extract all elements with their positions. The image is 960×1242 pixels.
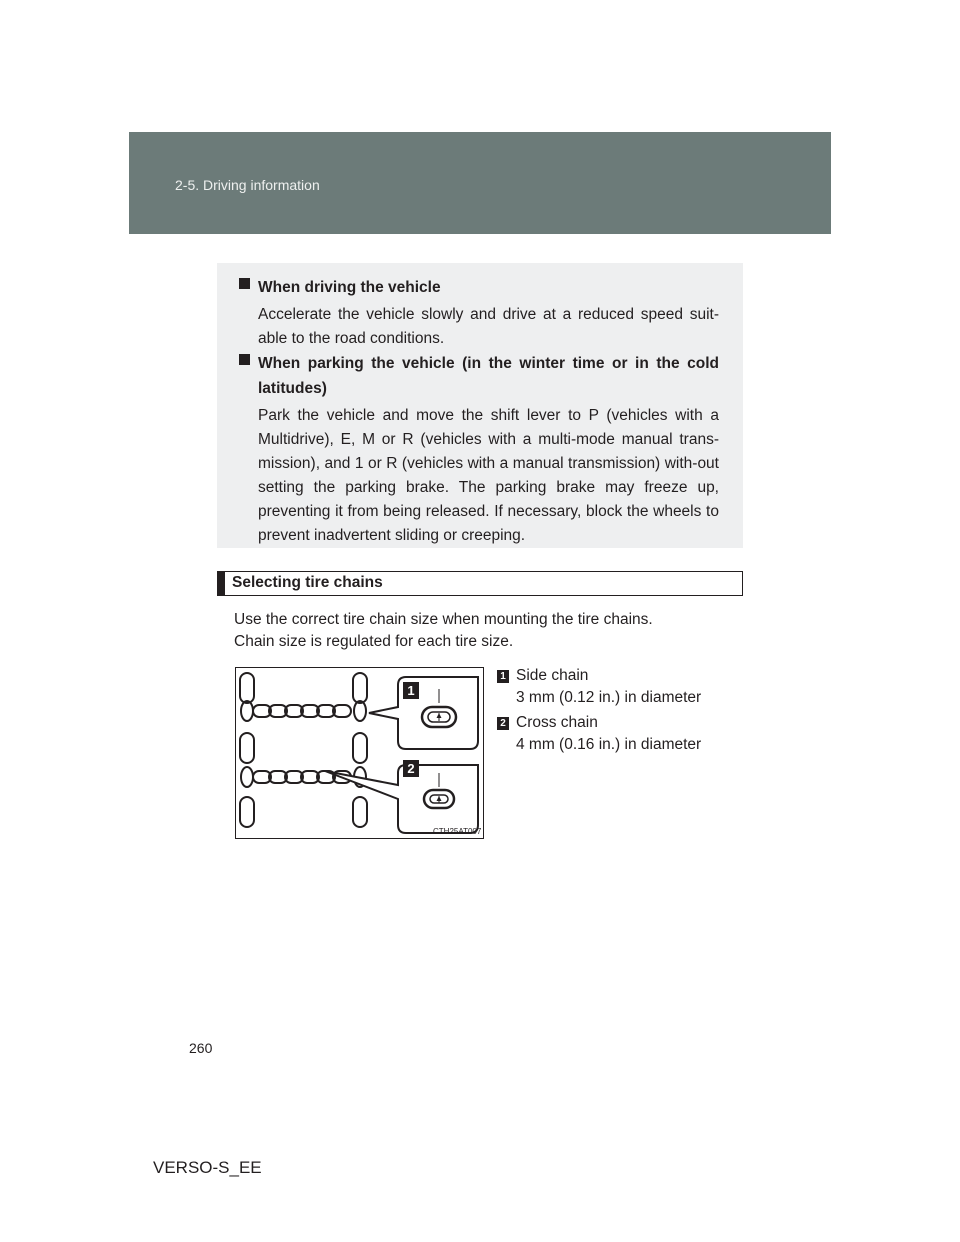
note-heading: When parking the vehicle (in the winter time or in the cold latitudes) [258, 355, 719, 397]
legend-number-badge: 2 [497, 717, 509, 730]
note-heading: When driving the vehicle [258, 279, 441, 296]
callout-number-2: 2 [407, 761, 415, 776]
note-item [239, 275, 719, 351]
section-breadcrumb: 2-5. Driving information [175, 177, 320, 193]
footer-model-code: VERSO-S_EE [153, 1158, 262, 1177]
page-number: 260 [189, 1040, 213, 1056]
legend-name: Side chain [516, 667, 589, 684]
legend-spec: 3 mm (0.12 in.) in diameter [516, 689, 702, 706]
legend-item [497, 712, 737, 756]
legend-number-badge: 1 [497, 670, 509, 683]
section-title: Selecting tire chains [232, 574, 383, 591]
figure-code: CTH25AT007 [433, 827, 482, 836]
legend-spec: 4 mm (0.16 in.) in diameter [516, 736, 702, 753]
note-body: Park the vehicle and move the shift lever to P (vehicles with a Multidrive), E, M or R (vehicles with a multi-mode manual trans-mission), and 1 or R (vehicles with a manual transmission) with-out setting the parking brake. The parking brake may freeze up, preventing it from being released. If necessary, block the wheels to prevent inadvertent sliding or creeping. [258, 407, 719, 544]
section-title-box [217, 571, 743, 596]
paragraph: Chain size is regulated for each tire size. [234, 633, 514, 650]
info-box [217, 263, 743, 548]
callout-number-1: 1 [407, 683, 415, 698]
bullet-square-icon [239, 354, 250, 365]
section-header-bar [129, 132, 831, 234]
tire-chain-illustration [235, 667, 484, 839]
note-body: Accelerate the vehicle slowly and drive at a reduced speed suit-able to the road conditions. [258, 306, 719, 347]
paragraph: Use the correct tire chain size when mounting the tire chains. [234, 611, 653, 628]
note-item [239, 351, 719, 548]
legend-item [497, 665, 737, 709]
legend-name: Cross chain [516, 714, 598, 731]
section-title-marker [218, 572, 225, 595]
bullet-square-icon [239, 278, 250, 289]
